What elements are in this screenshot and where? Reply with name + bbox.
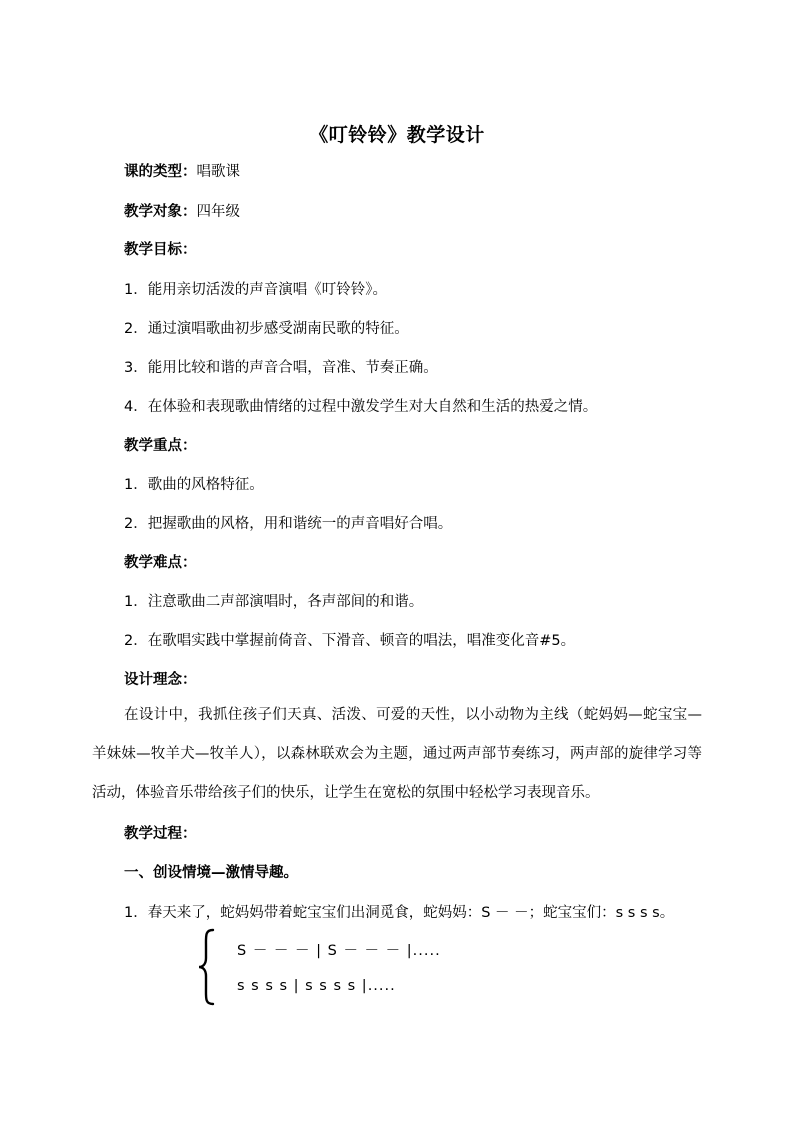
design-concept-heading: 设计理念： bbox=[124, 672, 197, 688]
key-point-item: 2．把握歌曲的风格，用和谐统一的声音唱好合唱。 bbox=[124, 516, 453, 532]
target-value: 四年级 bbox=[196, 204, 240, 220]
goal-item: 2．通过演唱歌曲初步感受湖南民歌的特征。 bbox=[124, 321, 409, 337]
curly-brace-icon bbox=[196, 928, 218, 1006]
difficulties-heading: 教学难点： bbox=[124, 555, 197, 571]
rhythm-line-babies: s s s s | s s s s |..... bbox=[237, 978, 396, 994]
design-concept-paragraph: 在设计中，我抓住孩子们天真、活泼、可爱的天性，以小动物为主线（蛇妈妈—蛇宝宝—羊妹妹—牧羊犬—牧羊人），以森林联欢会为主题，通过两声部节奏练习，两声部的旋律学习等活动，体验音乐带给孩子们的快乐，让学生在宽松的氛围中轻松学习表现音乐。 bbox=[92, 707, 702, 801]
rhythm-line-mother: S － － － | S － － － |..... bbox=[237, 943, 441, 959]
key-point-item: 1．歌曲的风格特征。 bbox=[124, 477, 264, 493]
process-heading: 教学过程： bbox=[124, 826, 197, 842]
difficulty-item: 2．在歌唱实践中掌握前倚音、下滑音、顿音的唱法，唱准变化音#5。 bbox=[124, 633, 576, 649]
lesson-type-label: 课的类型： bbox=[124, 164, 197, 180]
difficulty-item: 1．注意歌曲二声部演唱时，各声部间的和谐。 bbox=[124, 594, 424, 610]
goal-item: 3．能用比较和谐的声音合唱，音准、节奏正确。 bbox=[124, 360, 438, 376]
key-points-heading: 教学重点： bbox=[124, 438, 197, 454]
page-title: 《叮铃铃》教学设计 bbox=[309, 124, 485, 146]
step-item: 1．春天来了，蛇妈妈带着蛇宝宝们出洞觅食，蛇妈妈：S － －；蛇宝宝们：s s s s。 bbox=[124, 905, 675, 921]
target-label: 教学对象： bbox=[124, 204, 197, 220]
goal-item: 1．能用亲切活泼的声音演唱《叮铃铃》。 bbox=[124, 282, 387, 298]
section-heading: 一、创设情境—激情导趣。 bbox=[124, 865, 298, 881]
lesson-type-row bbox=[124, 160, 240, 181]
target-row bbox=[124, 200, 240, 221]
goals-heading: 教学目标： bbox=[124, 242, 197, 258]
lesson-type-value: 唱歌课 bbox=[196, 164, 240, 180]
goal-item: 4．在体验和表现歌曲情绪的过程中激发学生对大自然和生活的热爱之情。 bbox=[124, 399, 598, 415]
